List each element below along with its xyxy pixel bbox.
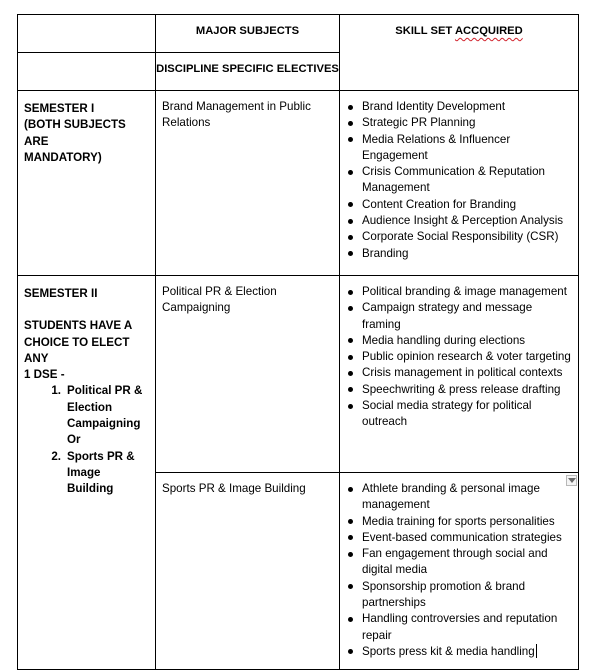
option-1-line2: Election [67,400,113,414]
semester-1-skills-cell[interactable] [340,91,579,276]
option-sports [24,449,149,498]
skill-item: Strategic PR Planning [344,115,574,131]
semester-1-cell[interactable] [18,91,156,276]
header-skill-set-prefix: SKILL SET [395,25,455,37]
skill-item: Event-based communication strategies [344,530,574,546]
political-skills-list [344,284,574,431]
skill-item: Branding [344,246,574,262]
skill-item: Campaign strategy and message framing [344,300,574,333]
semester-2-choice-line2: CHOICE TO ELECT ANY [24,335,130,365]
document-page [17,14,578,658]
header-major-subjects[interactable] [156,15,340,53]
option-1-number: 1. [51,384,61,398]
header-row [18,15,579,53]
header-skill-set[interactable] [340,15,579,91]
semester-2-subject-sports-cell[interactable] [156,473,340,670]
skill-item-last [344,644,574,660]
skill-item: Public opinion research & voter targeting [344,349,574,365]
semester-1-subject: Brand Management in Public Relations [162,100,311,130]
header-empty-cell[interactable] [18,15,156,53]
skill-item: Brand Identity Development [344,99,574,115]
skill-item: Media handling during elections [344,333,574,349]
skill-item: Crisis management in political contexts [344,365,574,381]
semester-2-skills-sports-cell[interactable] [340,473,579,670]
option-2-line1: Sports PR & [67,449,135,463]
skill-item: Political branding & image management [344,284,574,300]
semester-2-choice-line1: STUDENTS HAVE A [24,319,133,333]
semester-1-row [18,91,579,276]
semester-1-note-line1: (BOTH SUBJECTS ARE [24,118,126,148]
spelling-error-word[interactable]: ACCQUIRED [454,25,523,37]
option-or: Or [67,433,81,447]
semester-2-title: SEMESTER II [24,287,98,300]
header-dse-label: DISCIPLINE SPECIFIC ELECTIVES [156,63,339,75]
semester-2-subject-sports: Sports PR & Image Building [162,482,306,495]
semester-2-cell[interactable] [18,276,156,670]
text-cursor [536,644,537,658]
skill-item: Corporate Social Responsibility (CSR) [344,229,574,245]
option-2-line2: Image Building [67,465,114,496]
skill-item: Media Relations & Influencer Engagement [344,132,574,165]
skill-item: Fan engagement through social and digital media [344,546,574,579]
skill-item: Audience Insight & Perception Analysis [344,213,574,229]
header-dse[interactable] [156,53,340,91]
semester-1-note-line2: MANDATORY) [24,150,102,164]
option-political [24,383,149,448]
semester-2-subject-political-cell[interactable] [156,276,340,473]
semester-2-options-list [24,383,149,497]
sports-skills-list [344,481,574,660]
skill-item: Crisis Communication & Reputation Management [344,164,574,197]
skill-item-last-text: Sports press kit & media handling [362,644,535,658]
skill-item: Handling controversies and reputation repair [344,611,574,644]
option-1-line1: Political PR & [67,384,143,398]
option-2-number: 2. [51,449,61,463]
semester-2-row-political [18,276,579,473]
skill-item: Sponsorship promotion & brand partnerships [344,579,574,612]
curriculum-table [17,14,579,670]
header-major-subjects-label: MAJOR SUBJECTS [195,25,300,37]
skill-item: Social media strategy for political outreach [344,398,574,431]
option-1-line3: Campaigning [67,417,141,431]
skill-item: Content Creation for Branding [344,197,574,213]
semester-2-skills-political-cell[interactable] [340,276,579,473]
semester-1-subject-cell[interactable] [156,91,340,276]
semester-2-subject-political: Political PR & Election Campaigning [162,285,277,315]
skill-item: Athlete branding & personal image management [344,481,574,514]
skill-item: Speechwriting & press release drafting [344,382,574,398]
semester-1-skills-list [344,99,574,262]
skill-item: Media training for sports personalities [344,514,574,530]
subheader-empty-cell[interactable] [18,53,156,91]
semester-1-title: SEMESTER I [24,102,95,115]
semester-2-choice-line3: 1 DSE - [24,368,65,382]
